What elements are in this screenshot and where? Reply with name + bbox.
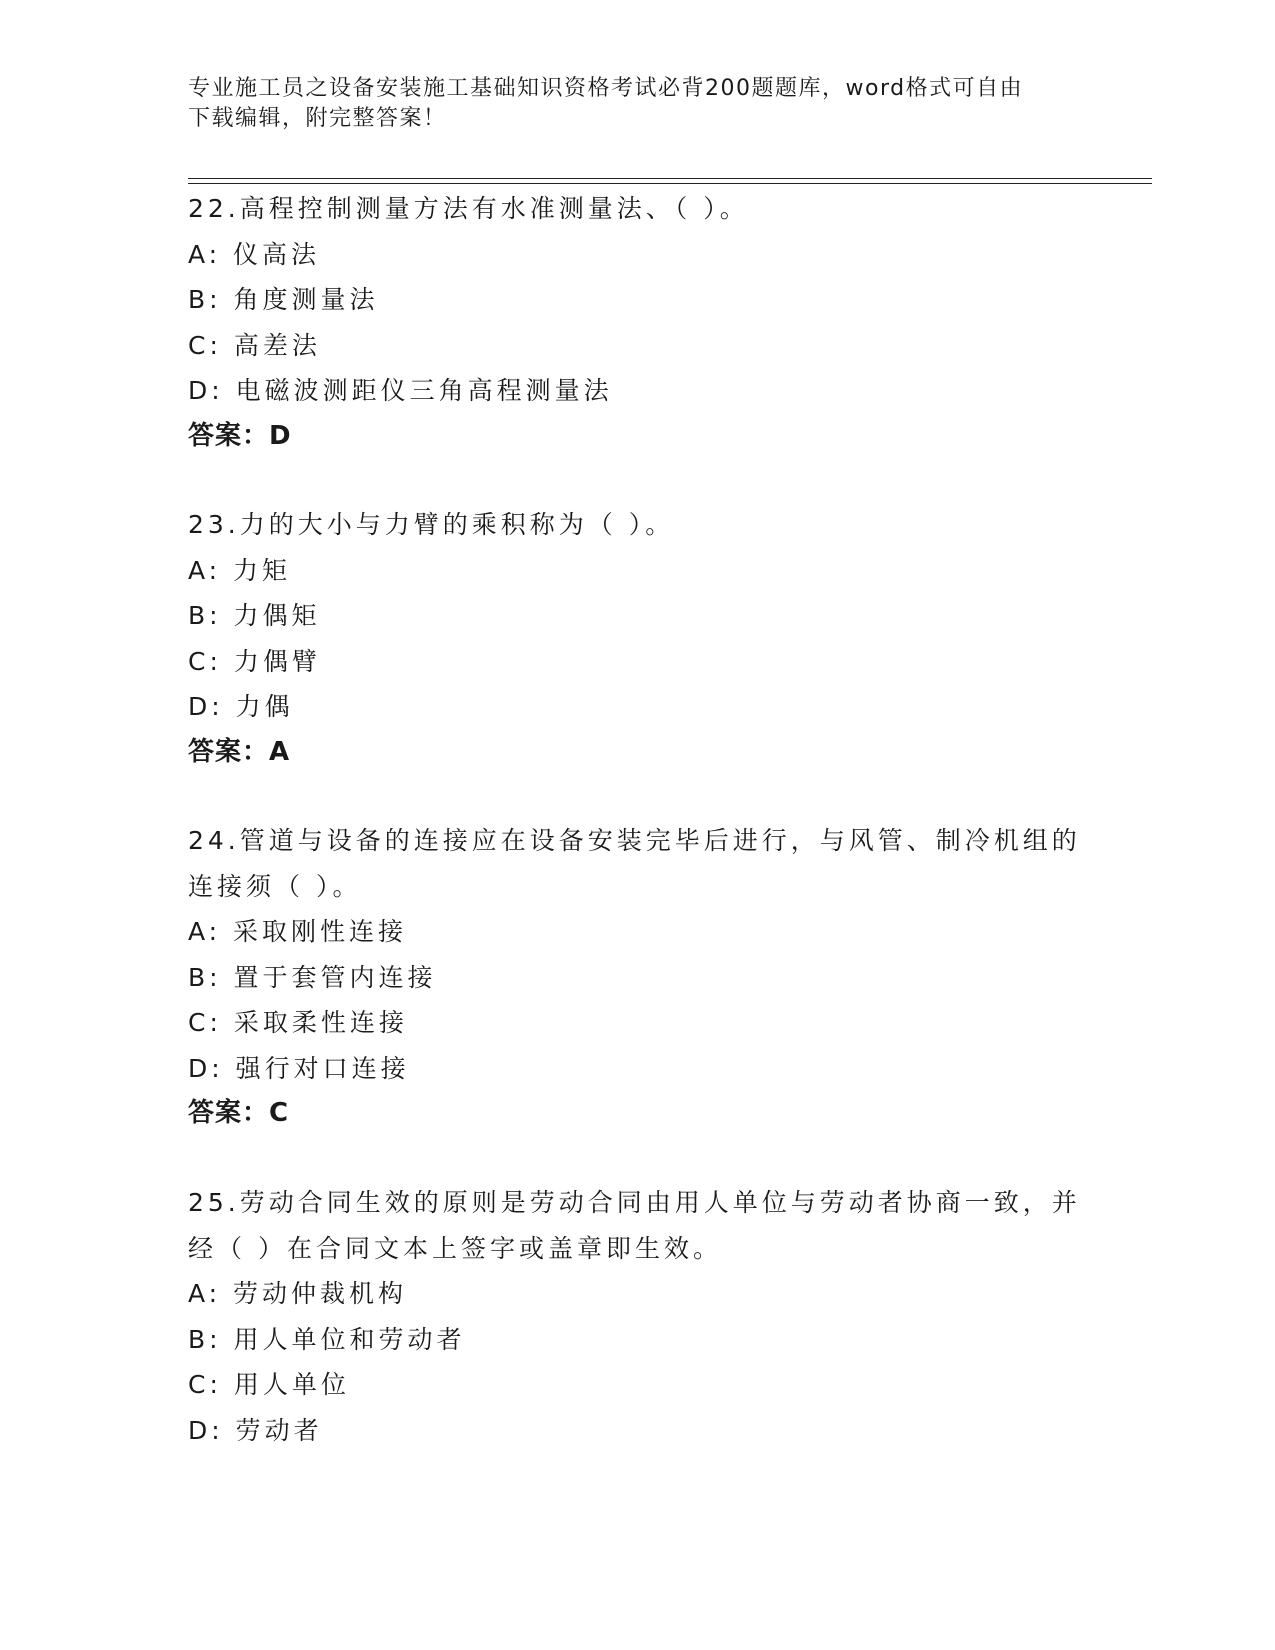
option-b: B: 角度测量法 [188,285,379,314]
option-b: B: 力偶矩 [188,601,321,630]
question-22 [188,186,1088,459]
header-divider-bottom [188,183,1152,184]
question-stem-line-1: 25.劳动合同生效的原则是劳动合同由用人单位与劳动者协商一致，并 [188,1188,1081,1217]
question-stem-line-2: 经（ ）在合同文本上签字或盖章即生效。 [188,1233,722,1263]
question-stem: 23.力的大小与力臂的乘积称为（ ）。 [188,510,675,539]
option-c: C: 力偶臂 [188,646,321,676]
question-24 [188,818,1088,1137]
option-d: D: 电磁波测距仪三角高程测量法 [188,376,613,405]
question-stem-line-1: 24.管道与设备的连接应在设备安装完毕后进行，与风管、制冷机组的 [188,826,1081,855]
document-header [188,74,1088,134]
option-a: A: 劳动仲裁机构 [188,1279,408,1308]
option-a: A: 力矩 [188,555,292,585]
answer-label: 答案：A [188,736,291,767]
question-stem-line-2: 连接须（ ）。 [188,871,362,901]
question-stem: 22.高程控制测量方法有水准测量法、（ ）。 [188,194,749,223]
option-c: C: 用人单位 [188,1370,350,1399]
header-line-2: 下载编辑，附完整答案！ [188,106,447,131]
option-d: D: 劳动者 [188,1415,323,1445]
option-a: A: 采取刚性连接 [188,917,408,946]
option-d: D: 力偶 [188,692,294,721]
answer-label: 答案：C [188,1098,290,1128]
option-c: C: 采取柔性连接 [188,1008,408,1037]
question-23 [188,502,1088,775]
header-line-1: 专业施工员之设备安装施工基础知识资格考试必背200题题库，word格式可自由 [188,76,1024,101]
answer-label: 答案：D [188,420,292,451]
option-a: A: 仪高法 [188,239,321,269]
option-b: B: 用人单位和劳动者 [188,1324,466,1354]
option-c: C: 高差法 [188,330,321,360]
option-b: B: 置于套管内连接 [188,962,437,992]
header-divider-top [188,178,1152,179]
option-d: D: 强行对口连接 [188,1053,410,1083]
question-25 [188,1180,1088,1453]
